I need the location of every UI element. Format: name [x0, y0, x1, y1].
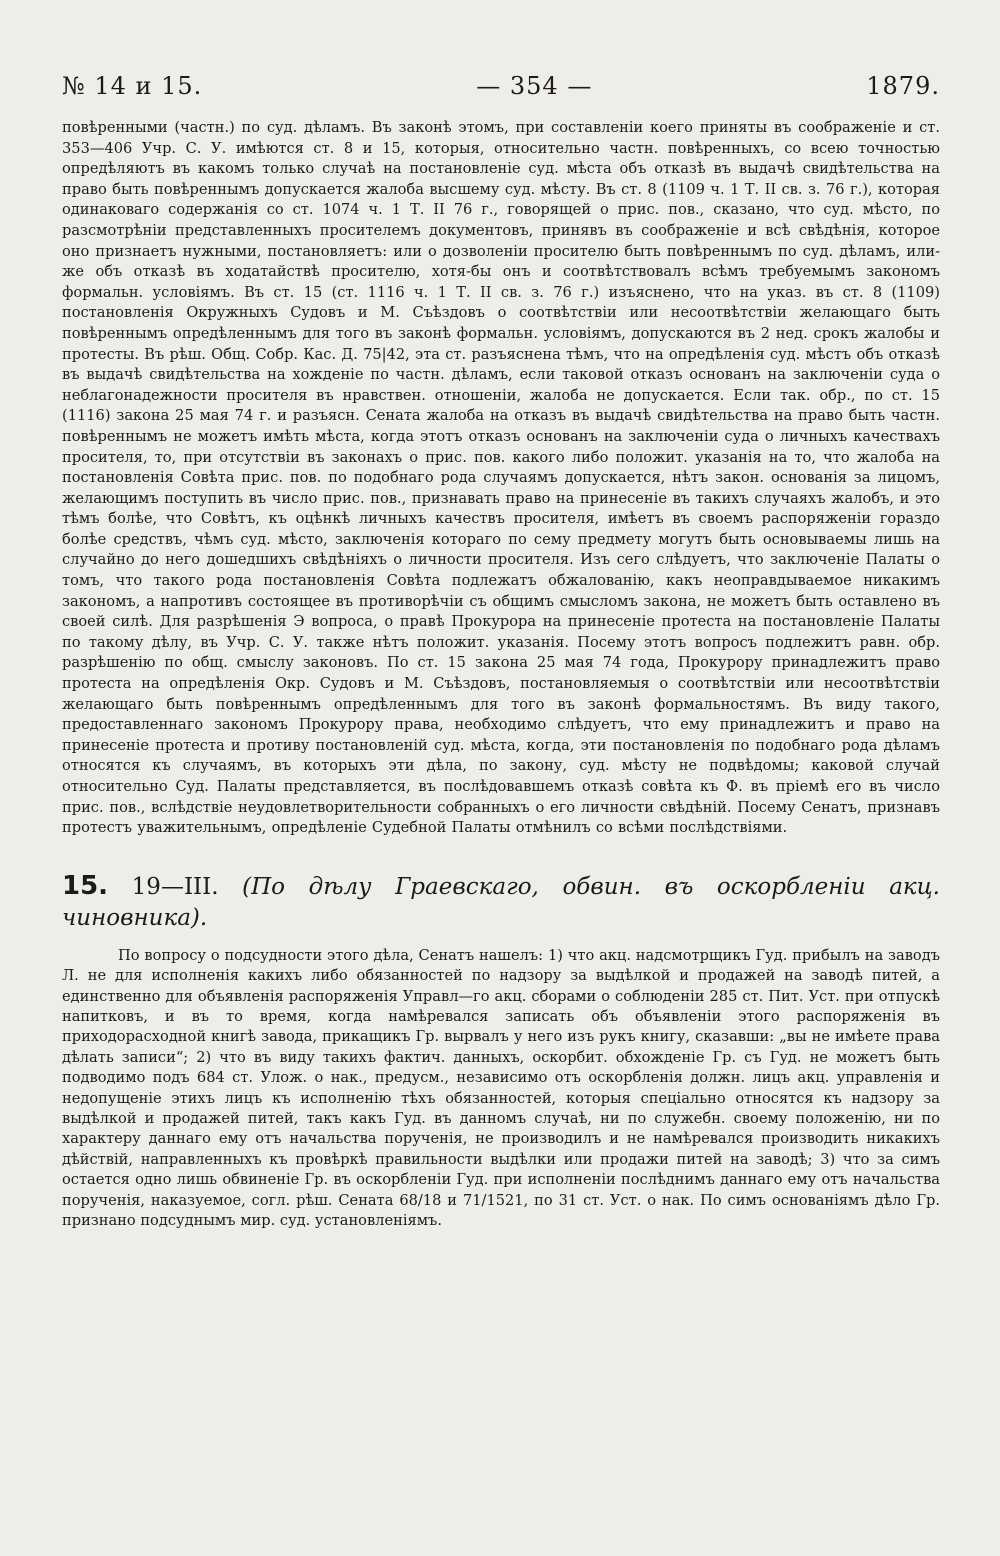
section-1-paragraph: повѣренными (частн.) по суд. дѣламъ. Въ законѣ этомъ, при составленіи коего приняты въ соображеніе и ст. 353—406 Учр. С. У. имѣются ст. 8 и 15, которыя, относительно частн. повѣренныхъ, со всею точностью опредѣляютъ въ какомъ только случаѣ на постановленіе суд. мѣста объ отказѣ въ выдачѣ свидѣтельства на право быть повѣреннымъ допускается жалоба высшему суд. мѣсту. Въ ст. 8 (1109 ч. 1 Т. II св. з. 76 г.), которая одинаковаго содержанія со ст. 1074 ч. 1 Т. II 76 г., говорящей о прис. пов., сказано, что суд. мѣсто, по разсмотрѣніи представленныхъ просителемъ документовъ, принявъ въ соображеніе и всѣ свѣдѣнія, которое оно признаетъ нужными, постановляетъ: или о дозволеніи просителю быть повѣреннымъ по суд. дѣламъ, или-же объ отказѣ въ ходатайствѣ просителю, хотя-бы онъ и соотвѣтствовалъ всѣмъ требуемымъ закономъ формальн. условіямъ. Въ ст. 15 (ст. 1116 ч. 1 Т. II св. з. 76 г.) изъяснено, что на указ. въ ст. 8 (1109) постановленія Окружныхъ Судовъ и М. Съѣздовъ о соотвѣтствіи или несоотвѣтствіи желающаго быть повѣреннымъ опредѣленнымъ для того въ законѣ формальн. условіямъ, допускаются въ 2 нед. срокъ жалобы и протесты. Въ рѣш. Общ. Собр. Кас. Д. 75|42, эта ст. разъяснена тѣмъ, что на опредѣленія суд. мѣстъ объ отказѣ въ выдачѣ свидѣтельства на хожденіе по частн. дѣламъ, если таковой отказъ основанъ на заключеніи суда о неблагонадежности просителя въ нравствен. отношеніи, жалоба не допускается. Если так. обр., по ст. 15 (1116) закона 25 мая 74 г. и разъясн. Сената жалоба на отказъ въ выдачѣ свидѣтельства на право быть частн. повѣреннымъ не можетъ имѣть мѣста, когда этотъ отказъ основанъ на заключеніи суда о личныхъ качествахъ просителя, то, при отсутствіи въ законахъ о прис. пов. какого либо положит. указанія на то, что жалоба на постановленія Совѣта прис. пов. по подобнаго рода случаямъ допускается, нѣтъ закон. основанія за лицомъ, желающимъ поступить въ число прис. пов., признавать право на принесеніе въ такихъ случаяхъ жалобъ, и это тѣмъ болѣе, что Совѣтъ, къ оцѣнкѣ личныхъ качествъ просителя, имѣетъ въ своемъ распоряженіи гораздо болѣе средствъ, чѣмъ суд. мѣсто, заключенія котораго по сему предмету могутъ быть основываемы лишь на случайно до него дошедшихъ свѣдѣніяхъ о личности просителя. Изъ сего слѣдуетъ, что заключеніе Палаты о томъ, что такого рода постановленія Совѣта подлежатъ обжалованію, какъ неоправдываемое никакимъ закономъ, а напротивъ состоящее въ противорѣчіи съ общимъ смысломъ закона, не можетъ быть оставлено въ своей силѣ. Для разрѣшенія Э вопроса, о правѣ Прокурора на принесеніе протеста на постановленіе Палаты по такому дѣлу, въ Учр. С. У. также нѣтъ положит. указанія. Посему этотъ вопросъ подлежитъ равн. обр. разрѣшенію по общ. смыслу законовъ. По ст. 15 закона 25 мая 74 года, Прокурору принадлежитъ право протеста на опредѣленія Окр. Судовъ и М. Съѣздовъ, постановляемыя о соотвѣтствіи или несоотвѣтствіи желающаго быть повѣреннымъ опредѣленнымъ для того въ законѣ формальностямъ. Въ виду такого, предоставленнаго закономъ Прокурору права, необходимо слѣдуетъ, что ему принадлежитъ и право на принесеніе протеста и противу постановленій суд. мѣста, когда, эти постановленія по подобнаго рода дѣламъ относятся къ случаямъ, въ которыхъ эти дѣла, по закону, суд. мѣсту не подвѣдомы; каковой случай относительно Суд. Палаты представляется, въ послѣдовавшемъ отказѣ совѣта къ Ф. въ пріемѣ его въ число прис. пов., вслѣдствіе неудовлетворительности собранныхъ о его личности свѣдѣній. Посему Сенатъ, признавъ протестъ уважительнымъ, опредѣленіе Судебной Палаты отмѣнилъ со всѣми послѣдствіями. — [62, 119, 940, 837]
section-2-title: (По дѣлу Граевскаго, обвин. въ оскорбленіи акц. чиновника). — [62, 873, 940, 931]
year: 1879. — [866, 72, 940, 100]
section-2-number: 15. — [62, 870, 109, 901]
section-2-paragraph: По вопросу о подсудности этого дѣла, Сенатъ нашелъ: 1) что акц. надсмотрщикъ Гуд. прибылъ на заводъ Л. не для исполненія какихъ либо обязанностей по надзору за выдѣлкой и продажей на заводѣ питей, а единственно для объявленія распоряженія Управл—го акц. сборами о соблюденіи 285 ст. Пит. Уст. при отпускѣ напитковъ, и въ то время, когда намѣревался записать объ объявленіи этого распоряженія въ приходорасходной книгѣ завода, прикащикъ Гр. вырвалъ у него изъ рукъ книгу, сказавши: „вы не имѣете права дѣлать записи“; 2) что въ виду такихъ фактич. данныхъ, оскорбит. обхожденіе Гр. съ Гуд. не можетъ быть подводимо подъ 684 ст. Улож. о нак., предусм., независимо отъ оскорбленія должн. лицъ акц. управленія и недопущеніе этихъ лицъ къ исполненію тѣхъ обязанностей, которыя спеціально относятся къ надзору за выдѣлкой и продажей питей, такъ какъ Гуд. въ данномъ случаѣ, ни по служебн. своему положенію, ни по характеру даннаго ему отъ начальства порученія, не производилъ и не намѣревался производить никакихъ дѣйствій, направленныхъ къ провѣркѣ правильности выдѣлки или продажи питей на заводѣ; 3) что за симъ остается одно лишь обвиненіе Гр. въ оскорбленіи Гуд. при исполненіи послѣднимъ даннаго ему отъ начальства порученія, наказуемое, согл. рѣш. Сената 68/18 и 71/1521, по 31 ст. Уст. о нак. По симъ основаніямъ дѣло Гр. признано подсуднымъ мир. суд. установленіямъ. — [62, 946, 940, 1230]
page-number: — 354 — — [476, 72, 593, 100]
page-header — [62, 72, 940, 100]
section-1-body — [62, 118, 940, 839]
issue-number: № 14 и 15. — [62, 72, 203, 100]
section-2-body — [62, 946, 940, 1232]
section-2-heading — [62, 871, 940, 934]
section-2-date: 19—III. — [131, 873, 219, 900]
